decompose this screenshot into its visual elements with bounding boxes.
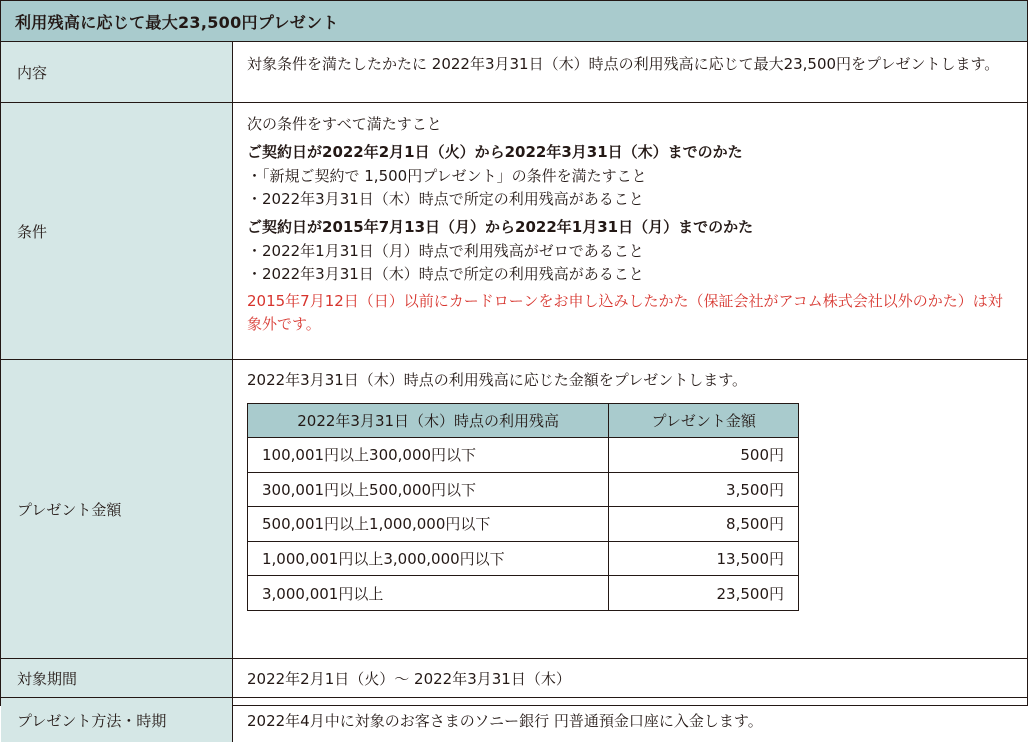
present-amount: 23,500円: [609, 576, 799, 611]
conditions-cell: [233, 103, 1027, 359]
header-present: プレゼント金額: [609, 404, 799, 438]
row-method: [1, 698, 1027, 742]
balance-range: 3,000,001円以上: [248, 576, 609, 611]
present-amount: 13,500円: [609, 541, 799, 576]
table-row: [248, 438, 799, 473]
row-amount: [1, 360, 1027, 659]
table-row: [248, 507, 799, 542]
row-period: [1, 659, 1027, 698]
label-conditions: 条件: [1, 103, 233, 359]
content-text: 対象条件を満たしたかたに 2022年3月31日（木）時点の利用残高に応じて最大23,500円をプレゼントします。: [247, 55, 1000, 73]
method-text: 2022年4月中に対象のお客さまのソニー銀行 円普通預金口座に入金します。: [247, 711, 763, 730]
present-amount: 500円: [609, 438, 799, 473]
table-row: [248, 576, 799, 611]
group2-item: ・2022年3月31日（木）時点で所定の利用残高があること: [247, 265, 644, 283]
amount-cell: [233, 360, 1027, 658]
label-method: プレゼント方法・時期: [1, 698, 233, 742]
balance-range: 300,001円以上500,000円以下: [248, 472, 609, 507]
label-amount: プレゼント金額: [1, 360, 233, 658]
conditions-intro: 次の条件をすべて満たすこと: [247, 115, 442, 133]
table-row: [248, 472, 799, 507]
header-balance: 2022年3月31日（木）時点の利用残高: [248, 404, 609, 438]
label-period: 対象期間: [1, 659, 233, 697]
exclusion-note: 2015年7月12日（日）以前にカードローンをお申し込みしたかた（保証会社がアコム株式会社以外のかた）は対象外です。: [247, 292, 1003, 333]
label-content: 内容: [1, 42, 233, 102]
group1-item: ・「新規ご契約で 1,500円プレゼント」の条件を満たすこと: [247, 167, 647, 185]
amount-intro: 2022年3月31日（木）時点の利用残高に応じた金額をプレゼントします。: [247, 371, 748, 389]
present-amount: 8,500円: [609, 507, 799, 542]
row-conditions: [1, 103, 1027, 360]
table-row: [248, 541, 799, 576]
balance-range: 100,001円以上300,000円以下: [248, 438, 609, 473]
group1-item: ・2022年3月31日（木）時点で所定の利用残高があること: [247, 190, 644, 208]
group2-item: ・2022年1月31日（月）時点で利用残高がゼロであること: [247, 242, 644, 260]
period-text: 2022年2月1日（火）～ 2022年3月31日（木）: [247, 669, 571, 688]
group2-heading: ご契約日が2015年7月13日（月）から2022年1月31日（月）までのかた: [247, 218, 754, 236]
campaign-title: 利用残高に応じて最大23,500円プレゼント: [1, 1, 1027, 42]
present-amount: 3,500円: [609, 472, 799, 507]
group1-heading: ご契約日が2022年2月1日（火）から2022年3月31日（木）までのかた: [247, 143, 743, 161]
balance-range: 500,001円以上1,000,000円以下: [248, 507, 609, 542]
balance-range: 1,000,001円以上3,000,000円以下: [248, 541, 609, 576]
row-content: [1, 42, 1027, 103]
amount-table: [247, 403, 799, 611]
amount-table-header: [248, 404, 799, 438]
